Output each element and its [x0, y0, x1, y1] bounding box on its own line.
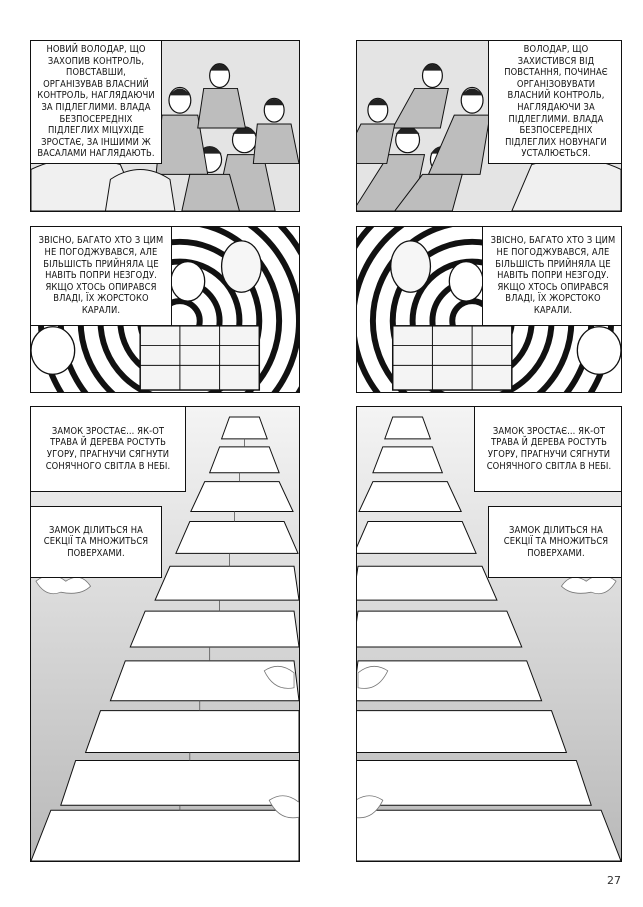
caption-row3-right-mid: ЗАМОК ДІЛИТЬСЯ НА СЕКЦІЇ ТА МНОЖИТЬСЯ ПОВЕРХАМИ. [488, 506, 622, 578]
caption-row3-left-mid: ЗАМОК ДІЛИТЬСЯ НА СЕКЦІЇ ТА МНОЖИТЬСЯ ПОВЕРХАМИ. [30, 506, 162, 578]
caption-row1-right: ВОЛОДАР, ЩО ЗАХИСТИВСЯ ВІД ПОВСТАННЯ, ПОЧИНАЄ ОРГАНІЗОВУВАТИ ВЛАСНИЙ КОНТРОЛЬ, НАГЛЯДАЮЧИ ЗА ПІДЛЕГЛИМИ. ВЛАДА БЕЗПОСЕРЕДНІХ ПІДЛЕГЛИХ НОВУНАГИ УСТАЛЮЄТЬСЯ. [488, 40, 622, 164]
caption-row3-right-top: ЗАМОК ЗРОСТАЄ... ЯК-ОТ ТРАВА Й ДЕРЕВА РОСТУТЬ УГОРУ, ПРАГНУЧИ СЯГНУТИ СОНЯЧНОГО СВІТЛА В НЕБІ. [474, 406, 622, 492]
caption-row3-left-top: ЗАМОК ЗРОСТАЄ... ЯК-ОТ ТРАВА Й ДЕРЕВА РОСТУТЬ УГОРУ, ПРАГНУЧИ СЯГНУТИ СОНЯЧНОГО СВІТЛА В НЕБІ. [30, 406, 186, 492]
caption-row1-left: НОВИЙ ВОЛОДАР, ЩО ЗАХОПИВ КОНТРОЛЬ, ПОВСТАВШИ, ОРГАНІЗУВАВ ВЛАСНИЙ КОНТРОЛЬ, НАГЛЯДАЮЧИ ЗА ПІДЛЕГЛИМИ. ВЛАДА БЕЗПОСЕРЕДНІХ ПІДЛЕГЛИХ МІЦУХІДЕ ЗРОСТАЄ, ЗА ІНШИМИ Ж ВАСАЛАМИ НАГЛЯДАЮТЬ. [30, 40, 162, 164]
page-number: 27 [607, 874, 621, 887]
panel-row1-left [30, 40, 300, 212]
panel-row1-right [356, 40, 622, 212]
caption-row2-right: ЗВІСНО, БАГАТО ХТО З ЦИМ НЕ ПОГОДЖУВАВСЯ, АЛЕ БІЛЬШІСТЬ ПРИЙНЯЛА ЦЕ НАВІТЬ ПОПРИ НЕЗГОДУ. ЯКЩО ХТОСЬ ОПИРАВСЯ ВЛАДІ, ЇХ ЖОРСТОКО КАРАЛИ. [482, 226, 622, 326]
panel-row2-right [356, 226, 622, 393]
panel-row2-left [30, 226, 300, 393]
caption-row2-left: ЗВІСНО, БАГАТО ХТО З ЦИМ НЕ ПОГОДЖУВАВСЯ, АЛЕ БІЛЬШІСТЬ ПРИЙНЯЛА ЦЕ НАВІТЬ ПОПРИ НЕЗГОДУ. ЯКЩО ХТОСЬ ОПИРАВСЯ ВЛАДІ, ЇХ ЖОРСТОКО КАРАЛИ. [30, 226, 172, 326]
panel-row3-left [30, 406, 300, 862]
panel-row3-right [356, 406, 622, 862]
